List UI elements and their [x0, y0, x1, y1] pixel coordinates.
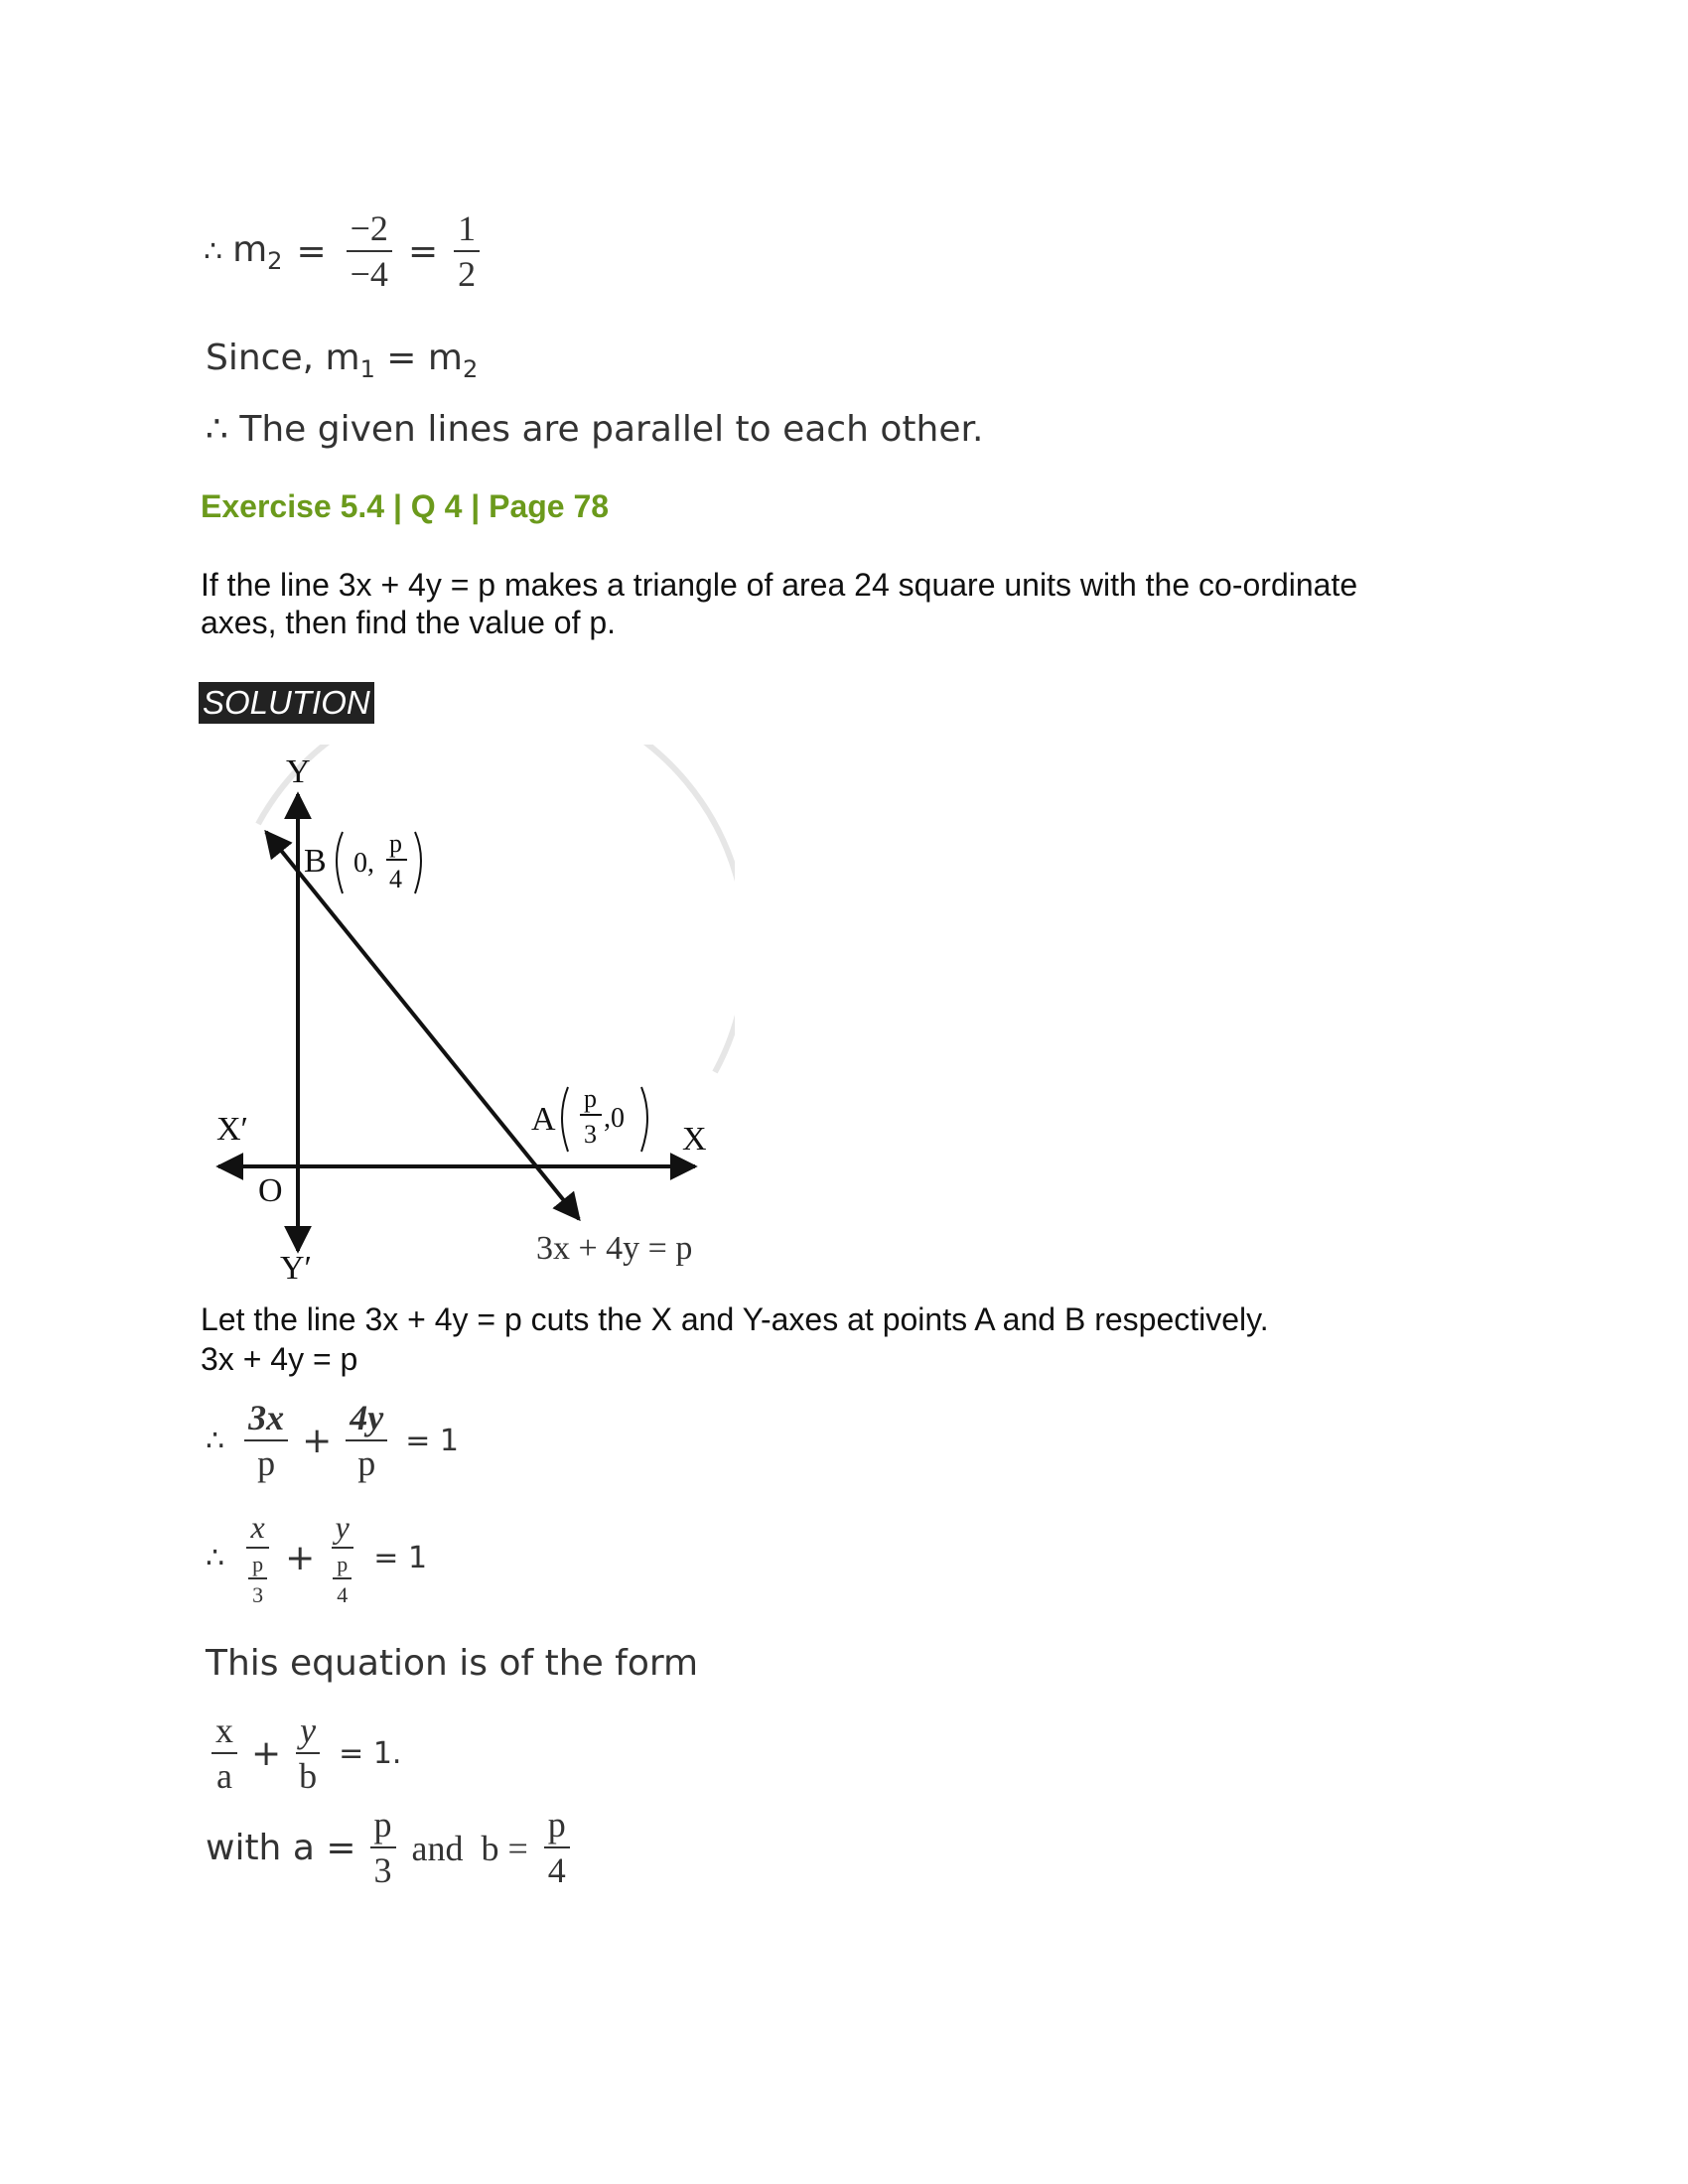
svg-text:,0: ,0 — [604, 1103, 625, 1134]
fraction-neg2-over-neg4: $\frac{-2}{-4}$ — [347, 210, 392, 294]
therefore-symbol: ∴ — [204, 234, 223, 270]
x-prime-label: X′ — [216, 1111, 248, 1148]
step2-equation: ∴ $\frac{x}{\frac{p}{3}}$ + $\frac{y}{\frac{p}{4}}$ = 1 — [206, 1509, 428, 1607]
form-text: This equation is of the form — [206, 1643, 699, 1684]
intercept-form-equation: $\frac{x}{a}$ + $\frac{y}{b}$ = 1. — [206, 1712, 401, 1796]
x-axis-label: X — [682, 1121, 707, 1158]
point-b-label — [304, 829, 421, 893]
step1-equation: ∴ $\frac{3x}{p}$ + $\frac{4y}{p}$ = 1 — [206, 1398, 460, 1483]
with-a-b-line: with a = $\frac{p}{3}$ and b = $\frac{p}{4}$ — [206, 1807, 576, 1890]
equation-line: 3x + 4y = p — [201, 1341, 358, 1377]
fraction-y-over-b: $\frac{y}{b}$ — [295, 1712, 321, 1796]
solution-badge: SOLUTION — [199, 682, 374, 724]
line-equation-label: 3x + 4y = p — [536, 1230, 693, 1267]
fraction-4y-over-p: $\frac{4y}{p}$ — [346, 1400, 387, 1483]
svg-text:B: B — [304, 843, 327, 880]
fraction-p-over-4: $\frac{p}{4}$ — [544, 1807, 570, 1890]
question-line-1: If the line 3x + 4y = p makes a triangle of area 24 square units with the co-ordinate — [201, 567, 1358, 603]
line-3x-4y-p — [266, 832, 579, 1219]
origin-label: O — [258, 1172, 283, 1209]
fraction-x-over-p3: $\frac{x}{\frac{p}{3}}$ — [244, 1511, 271, 1606]
fraction-1-over-2: $\frac{1}{2}$ — [454, 210, 480, 294]
exercise-heading: Exercise 5.4 | Q 4 | Page 78 — [201, 488, 610, 524]
svg-text:p: p — [584, 1084, 597, 1113]
intercept-diagram — [199, 745, 735, 1291]
fraction-x-over-a: $\frac{x}{a}$ — [211, 1712, 237, 1796]
fraction-3x-over-p: $\frac{3x}{p}$ — [244, 1400, 288, 1483]
equals-sign-2: = — [407, 231, 439, 273]
svg-text:3: 3 — [584, 1120, 597, 1149]
m2-equation — [204, 210, 486, 294]
since-line: Since, $m_1 = m_2$ — [206, 338, 479, 384]
question-line-2: axes, then find the value of p. — [201, 605, 617, 640]
point-a-label — [531, 1084, 647, 1152]
conclusion-text: ∴ The given lines are parallel to each other. — [206, 409, 984, 450]
question-text — [201, 566, 1491, 641]
svg-text:4: 4 — [389, 865, 402, 893]
fraction-y-over-p4: $\frac{y}{\frac{p}{4}}$ — [329, 1511, 355, 1606]
y-prime-label: Y′ — [280, 1250, 312, 1287]
let-line-text: Let the line 3x + 4y = p cuts the X and Y-axes at points A and B respectively. — [201, 1301, 1269, 1337]
fraction-p-over-3: $\frac{p}{3}$ — [370, 1807, 396, 1890]
equals-sign: = — [296, 231, 327, 273]
svg-text:A: A — [531, 1101, 556, 1138]
svg-text:p: p — [389, 829, 402, 858]
svg-text:0,: 0, — [353, 848, 374, 879]
y-axis-label: Y — [286, 753, 311, 790]
m2-label: $m_2$ — [232, 228, 283, 275]
